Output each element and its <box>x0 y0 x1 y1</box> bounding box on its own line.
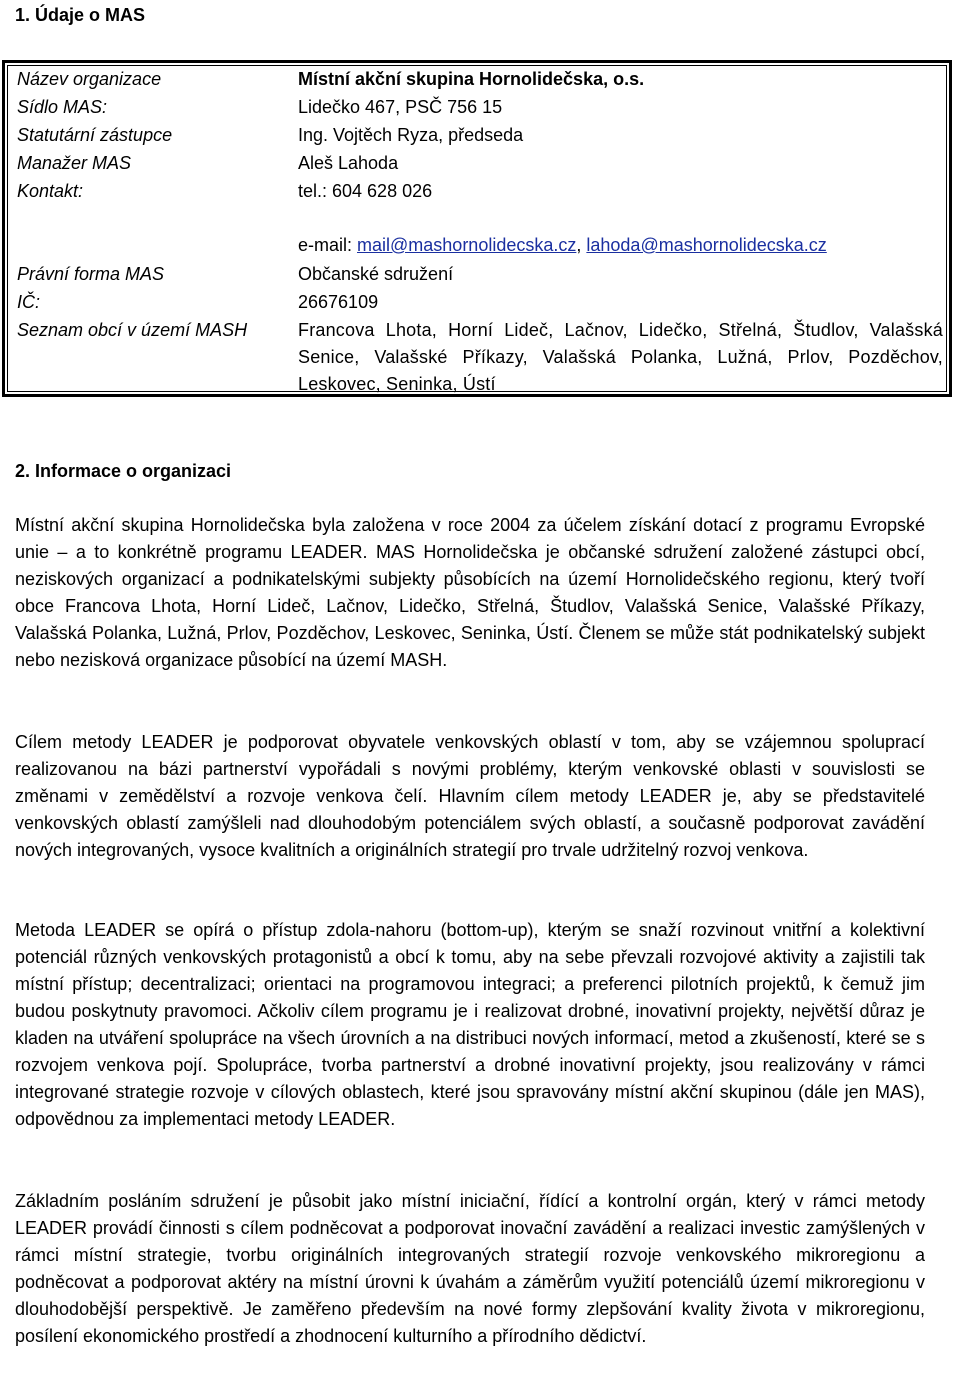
seat-label: Sídlo MAS: <box>17 97 108 117</box>
legal-form-label: Právní forma MAS <box>17 264 165 284</box>
paragraph-2: Cílem metody LEADER je podporovat obyvatele venkovských oblastí v tom, aby se vzájemnou spoluprací realizovanou na bázi partnerství vypořádali s novými problémy, kterým venkovské oblasti v souvislosti se změnami v zemědělství a rozvoje venkova čelí. Hlavním cílem metody LEADER je, aby se představitelé venkovských oblastí zamýšleli nad dlouhodobým potenciálem svých oblastí, a současně podporovat zavádění nových integrovaných, vysoce kvalitních a originálních strategií pro trvale udržitelný rozvoj venkova. <box>15 732 925 860</box>
email-separator: , <box>576 235 587 255</box>
statutory-value: Ing. Vojtěch Ryza, předseda <box>298 125 524 145</box>
org-name-label: Název organizace <box>17 69 162 89</box>
mas-info-table <box>2 60 952 397</box>
phone-value: tel.: 604 628 026 <box>298 181 433 201</box>
contact-label: Kontakt: <box>17 181 84 201</box>
section-1-heading: 1. Údaje o MAS <box>15 5 146 25</box>
email-link-lahoda[interactable]: lahoda@mashornolidecska.cz <box>586 235 827 255</box>
ic-label: IČ: <box>17 292 41 312</box>
manager-label: Manažer MAS <box>17 153 132 173</box>
section-2-heading: 2. Informace o organizaci <box>15 461 232 481</box>
legal-form-value: Občanské sdružení <box>298 264 454 284</box>
paragraph-4: Základním posláním sdružení je působit jako místní iniciační, řídící a kontrolní orgán, který v rámci metody LEADER provádí činnosti s cílem podněcovat a podporovat inovační zavádění a realizaci investic zamýšlených v rámci místní strategie, tvorbu originálních integrovaných strategií rozvoje venkovského mikroregionu a podněcovat a podporovat aktéry na místní úrovni k úvahám a záměrům využití potenciálů území mikroregionu v dlouhodobější perspektivě. Je zaměřeno především na nové formy zlepšování kvality života v mikroregionu, posílení ekonomického prostředí a zhodnocení kulturního a přírodního dědictví. <box>15 1191 925 1346</box>
statutory-label: Statutární zástupce <box>17 125 173 145</box>
email-prefix: e-mail: <box>298 235 358 255</box>
email-link-mail[interactable]: mail@mashornolidecska.cz <box>357 235 577 255</box>
seat-value: Lidečko 467, PSČ 756 15 <box>298 97 503 117</box>
municipalities-label: Seznam obcí v území MASH <box>17 320 248 340</box>
email-line <box>298 232 827 258</box>
municipalities-value: Francova Lhota, Horní Lideč, Lačnov, Lidečko, Střelná, Študlov, Valašská Senice, Valašské Příkazy, Valašská Polanka, Lužná, Prlov, Pozděchov, Leskovec, Seninka, Ústí <box>298 320 943 394</box>
manager-value: Aleš Lahoda <box>298 153 399 173</box>
paragraph-1: Místní akční skupina Hornolidečska byla založena v roce 2004 za účelem získání dotací z programu Evropské unie – a to konkrétně programu LEADER. MAS Hornolidečska je občanské sdružení založené zástupci obcí, neziskových organizací a podnikatelskými subjekty působících na území Hornolidečského regionu, který tvoří obce Francova Lhota, Horní Lideč, Lačnov, Lidečko, Střelná, Študlov, Valašská Senice, Valašské Příkazy, Valašská Polanka, Lužná, Prlov, Pozděchov, Leskovec, Seninka, Ústí. Členem se může stát podnikatelský subjekt nebo nezisková organizace působící na území MASH. <box>15 515 925 670</box>
org-name-value: Místní akční skupina Hornolidečska, o.s. <box>298 69 645 89</box>
ic-value: 26676109 <box>298 292 379 312</box>
paragraph-3: Metoda LEADER se opírá o přístup zdola-nahoru (bottom-up), kterým se snaží rozvinout vnitřní a kolektivní potenciál různých venkovských protagonistů a obcí k tomu, aby na sebe převzali rozvojové aktivity a zajistili tak místní přístup; decentralizaci; orientaci na programovou integraci; a preferenci pilotních projektů, k čemuž jim budou poskytnuty pravomoci. Ačkoliv cílem programu je i realizovat drobné, inovativní projekty, největší důraz je kladen na utváření spolupráce na všech úrovních a na distribuci nových informací, metod a zkušeností, které se s rozvojem venkova pojí. Spolupráce, tvorba partnerství a drobné inovativní projekty, jsou realizovány v rámci integrované strategie rozvoje v cílových oblastech, které jsou spravovány místní akční skupinou (dále jen MAS), odpovědnou za implementaci metody LEADER. <box>15 920 925 1129</box>
